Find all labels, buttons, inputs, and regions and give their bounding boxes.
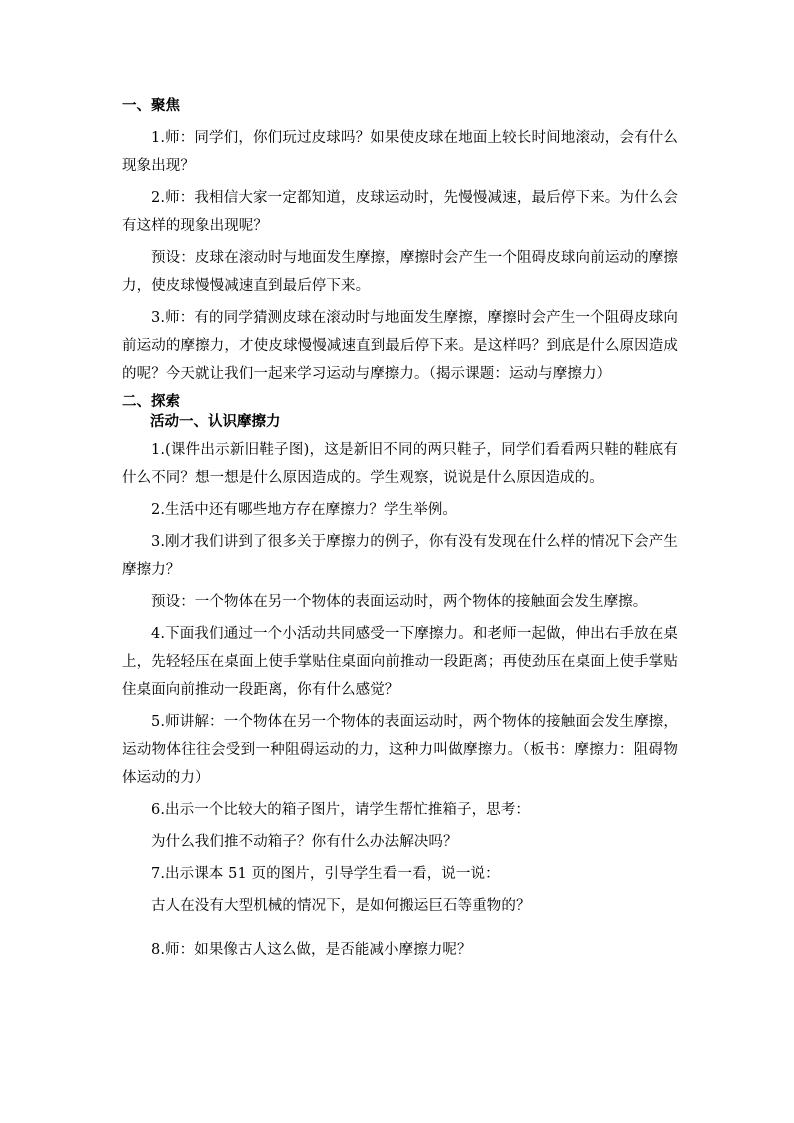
activity-heading: 活动一、认识摩擦力 bbox=[150, 413, 281, 430]
paragraph: 3.刚才我们讲到了很多关于摩擦力的例子，你有没有发现在什么样的情况下会产生摩擦力？ bbox=[122, 534, 678, 578]
document-body bbox=[122, 96, 678, 968]
paragraph: 预设：一个物体在另一个物体的表面运动时，两个物体的接触面会发生摩擦。 bbox=[151, 594, 648, 610]
paragraph: 2.生活中还有哪些地方存在摩擦力？学生举例。 bbox=[151, 502, 458, 518]
paragraph: 4.下面我们通过一个小活动共同感受一下摩擦力。和老师一起做，伸出右手放在桌上，先轻轻压在桌面上使手掌贴住桌面向前推动一段距离；再使劲压在桌面上使手掌贴住桌面向前推动一段距离，你有什么感觉？ bbox=[122, 626, 678, 698]
paragraph: 8.师：如果像古人这么做，是否能减小摩擦力呢？ bbox=[151, 942, 472, 958]
paragraph: 5.师讲解：一个物体在另一个物体的表面运动时，两个物体的接触面会发生摩擦，运动物体往往会受到一种阻碍运动的力，这种力叫做摩擦力。（板书：摩擦力：阻碍物体运动的力） bbox=[122, 714, 678, 786]
paragraph: 3.师：有的同学猜测皮球在滚动时与地面发生摩擦，摩擦时会产生一个阻碍皮球向前运动的摩擦力，才使皮球慢慢减速直到最后停下来。是这样吗？到底是什么原因造成的呢？今天就让我们一起来学习运动与摩擦力。（揭示课题：运动与摩擦力） bbox=[122, 310, 678, 382]
paragraph: 为什么我们推不动箱子？你有什么办法解决吗？ bbox=[151, 834, 458, 850]
paragraph: 预设：皮球在滚动时与地面发生摩擦，摩擦时会产生一个阻碍皮球向前运动的摩擦力，使皮球慢慢减速直到最后停下来。 bbox=[122, 250, 678, 294]
paragraph: 1.师：同学们，你们玩过皮球吗？如果使皮球在地面上较长时间地滚动，会有什么现象出现？ bbox=[122, 130, 678, 174]
section-heading-explore: 二、探索 bbox=[122, 393, 180, 410]
paragraph: 古人在没有大型机械的情况下，是如何搬运巨石等重物的？ bbox=[151, 898, 531, 914]
section-heading-focus: 一、聚焦 bbox=[122, 97, 180, 114]
paragraph: 1.(课件出示新旧鞋子图)，这是新旧不同的两只鞋子，同学们看看两只鞋的鞋底有什么不同？想一想是什么原因造成的。学生观察，说说是什么原因造成的。 bbox=[122, 442, 678, 486]
paragraph: 6.出示一个比较大的箱子图片，请学生帮忙推箱子，思考： bbox=[151, 802, 531, 818]
paragraph: 7.出示课本 51 页的图片，引导学生看一看，说一说： bbox=[151, 866, 500, 882]
paragraph: 2.师：我相信大家一定都知道，皮球运动时，先慢慢减速，最后停下来。为什么会有这样的现象出现呢？ bbox=[122, 190, 678, 234]
